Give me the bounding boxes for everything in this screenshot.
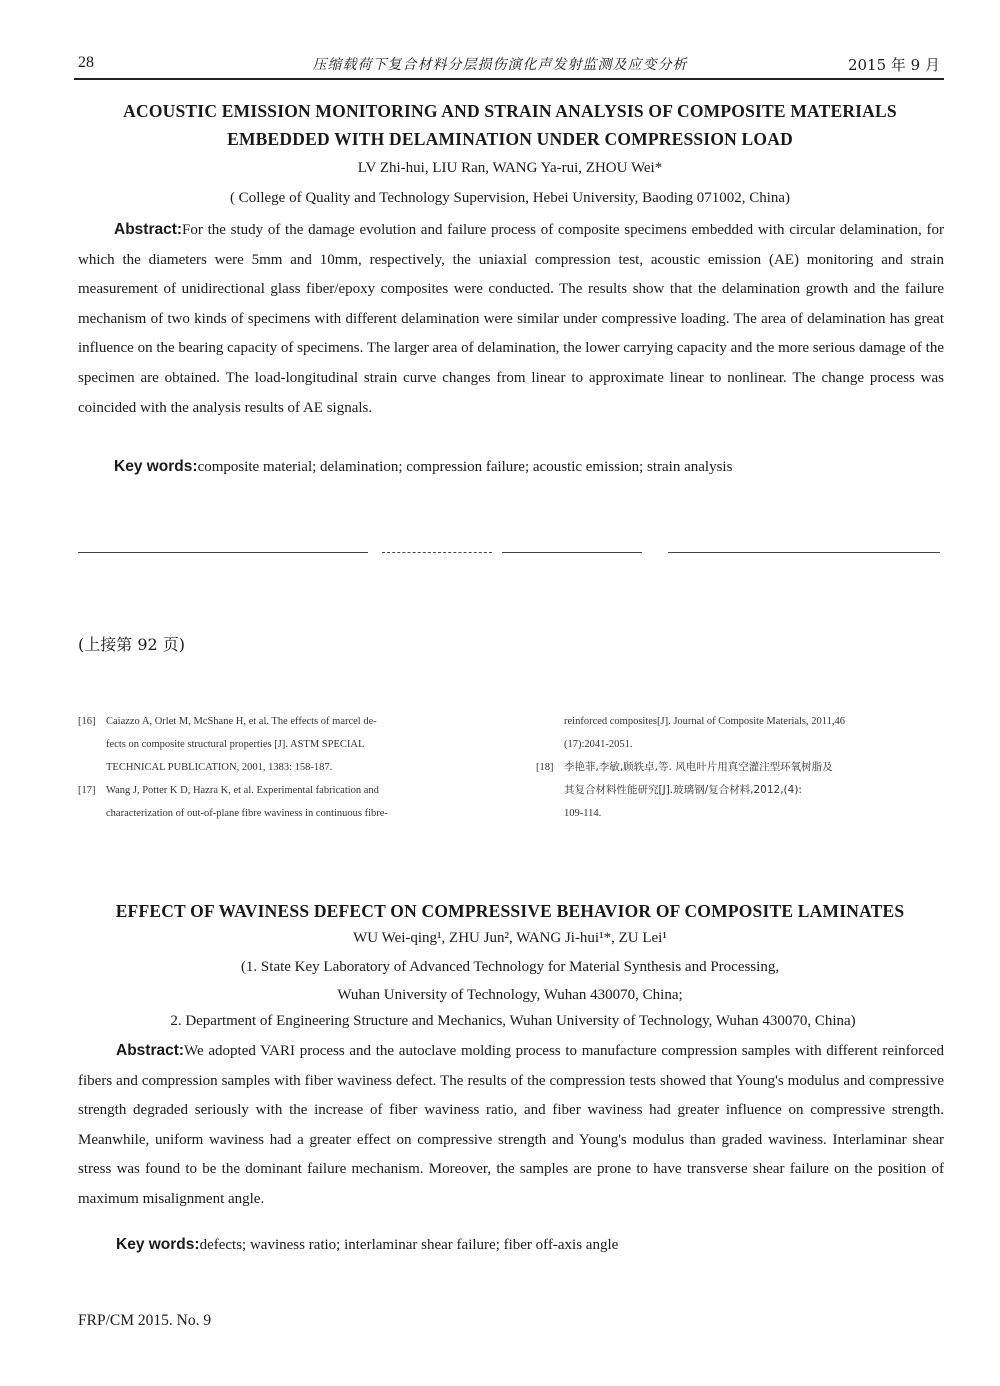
separator-line <box>382 552 492 553</box>
article2-keywords <box>116 1236 946 1254</box>
journal-footer: FRP/CM 2015. No. 9 <box>78 1312 212 1329</box>
reference-item: [17] Wang J, Potter K D, Hazra K, et al. Experimental fabrication and characterization of out-of-plane fibre waviness in continuous fibre- <box>78 779 498 825</box>
article2-affiliation-line1: (1. State Key Laboratory of Advanced Technology for Material Synthesis and Processing, <box>240 959 780 975</box>
article2-keywords-label: Key words: <box>116 1236 200 1253</box>
reference-item-continued: reinforced composites[J]. Journal of Composite Materials, 2011,46 (17):2041-2051. <box>564 716 846 750</box>
separator-line <box>502 552 642 553</box>
reference-item: [18] 李艳菲,李敏,顾轶卓,等. 风电叶片用真空灌注型环氧树脂及 其复合材料性能研究[J].玻璃钢/复合材料,2012,(4): 109-114. <box>536 756 946 825</box>
reference-list-right <box>536 710 946 825</box>
article1-keywords-text: composite material; delamination; compression failure; acoustic emission; strain analysis <box>197 459 733 475</box>
article1-abstract <box>78 215 944 423</box>
reference-list-left <box>78 710 498 825</box>
article1-keywords-label: Key words: <box>114 458 198 475</box>
article1-abstract-label: Abstract: <box>114 221 183 238</box>
article2-keywords-text: defects; waviness ratio; interlaminar shear failure; fiber off-axis angle <box>199 1237 619 1253</box>
header-rule <box>74 78 944 80</box>
article2-affiliation-line2: Wuhan University of Technology, Wuhan 430070, China; <box>337 987 683 1003</box>
article2-affiliation-line3: 2. Department of Engineering Structure and Mechanics, Wuhan University of Technology, Wuhan 430070, China) <box>170 1013 856 1029</box>
running-header-title: 压缩载荷下复合材料分层损伤演化声发射监测及应变分析 <box>312 57 688 73</box>
article2-title: EFFECT OF WAVINESS DEFECT ON COMPRESSIVE BEHAVIOR OF COMPOSITE LAMINATES <box>115 901 905 921</box>
page-number: 28 <box>78 54 94 71</box>
article1-affiliation: ( College of Quality and Technology Supervision, Hebei University, Baoding 071002, China) <box>229 190 791 206</box>
separator-line <box>78 552 368 553</box>
article2-abstract-text: We adopted VARI process and the autoclave molding process to manufacture compression samples with different reinforced fibers and compression samples with fiber waviness defect. The results of the compression tests showed that Young's modulus and compressive strength degraded seriously with the increase of fiber waviness ratio, and fiber waviness had greater influence on compressive strength. Meanwhile, uniform waviness had a greater effect on compressive strength and Young's modulus than graded waviness. Interlaminar shear stress was found to be the dominant failure mechanism. Moreover, the samples are prone to have transverse shear failure on the position of maximum misalignment angle. <box>78 1043 944 1207</box>
article1-title-line2: EMBEDDED WITH DELAMINATION UNDER COMPRESSION LOAD <box>227 129 793 149</box>
reference-item: [16] Caiazzo A, Orlet M, McShane H, et al. The effects of marcel de- fects on composite structural properties [J]. ASTM SPECIAL TECHNICAL PUBLICATION, 2001, 1383: 158-187. <box>78 710 498 779</box>
reference-number: [17] <box>78 785 96 796</box>
reference-number: [16] <box>78 716 96 727</box>
article1-keywords <box>114 458 944 476</box>
article1-title-line1: ACOUSTIC EMISSION MONITORING AND STRAIN ANALYSIS OF COMPOSITE MATERIALS <box>123 101 897 121</box>
article1-authors: LV Zhi-hui, LIU Ran, WANG Ya-rui, ZHOU Wei* <box>357 160 663 176</box>
article2-authors: WU Wei-qing¹, ZHU Jun², WANG Ji-hui¹*, ZU Lei¹ <box>353 930 667 946</box>
reference-number: [18] <box>536 762 554 773</box>
article2-abstract <box>78 1036 944 1215</box>
article2-abstract-label: Abstract: <box>116 1042 185 1059</box>
article1-abstract-text: For the study of the damage evolution and failure process of composite specimens embedded with circular delamination, for which the diameters were 5mm and 10mm, respectively, the uniaxial compression test, acoustic emission (AE) monitoring and strain measurement of unidirectional glass fiber/epoxy composites were conducted. The results show that the delamination growth and the failure mechanism of two kinds of specimens with different delamination were similar under compressive loading. The area of delamination has great influence on the bearing capacity of specimens. The larger area of delamination, the lower carrying capacity and the more serious damage of the specimen are obtained. The load-longitudinal strain curve changes from linear to approximate linear to nonlinear. The change process was coincided with the analysis results of AE signals. <box>78 222 944 416</box>
continuation-note: (上接第 92 页) <box>78 635 186 654</box>
issue-date: 2015 年 9 月 <box>847 56 940 74</box>
article1-title <box>70 97 950 153</box>
separator-line <box>668 552 940 553</box>
